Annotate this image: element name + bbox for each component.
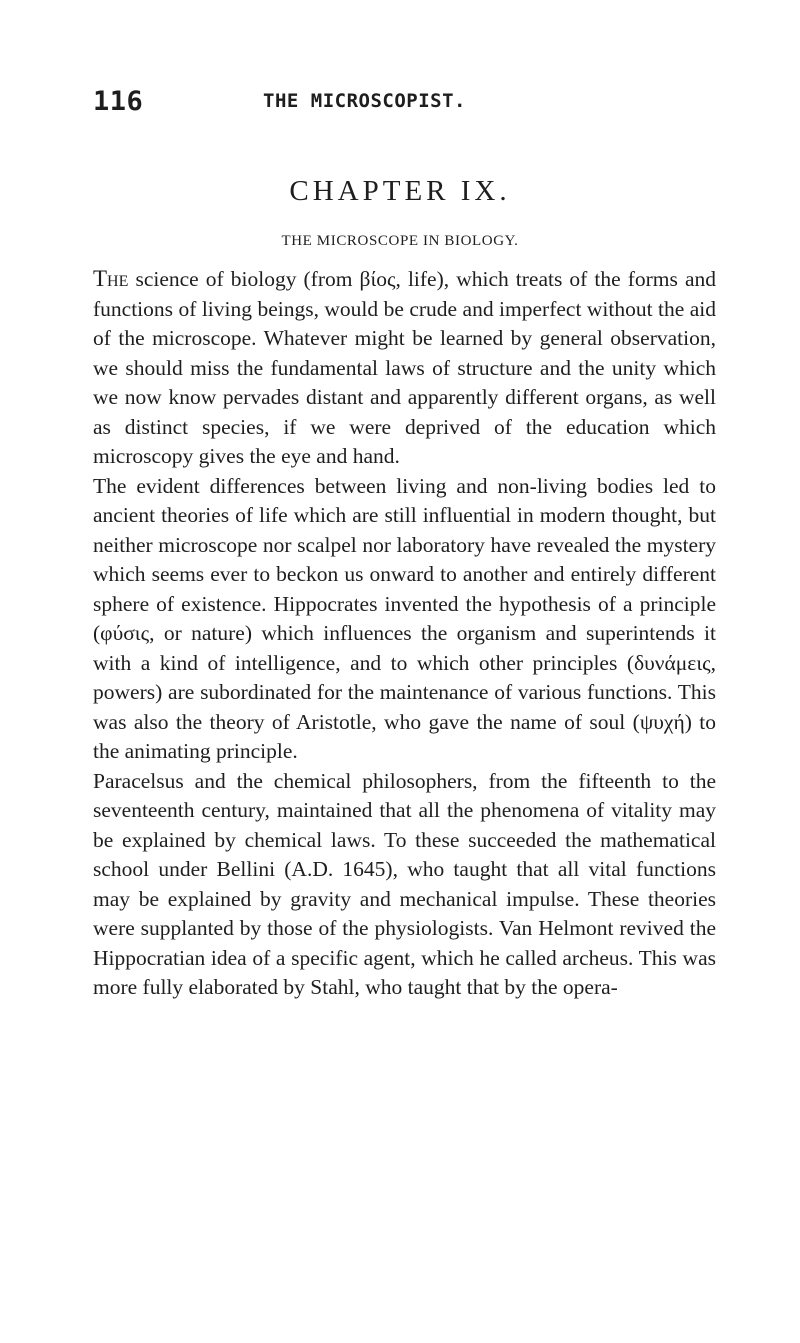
running-title: THE MICROSCOPIST. <box>263 90 466 112</box>
paragraph-text: Paracelsus and the chemical philosophers, from the fifteenth to the seventeenth century, maintained that all the phenomena of vitality may be explained by chemical laws. To these succeeded the mathematical school under Bellini (A.D. 1645), who taught that all vital functions may be explained by gravity and mechanical impulse. These theories were supplanted by those of the physiologists. Van Helmont revived the Hippocratian idea of a specific agent, which he called archeus. This was more fully elaborated by Stahl, who taught that by the opera- <box>93 768 716 999</box>
paragraph-text: The evident differences between living and non-living bodies led to ancient theories of life which are still influential in modern thought, but neither microscope nor scalpel nor laboratory have revealed the mystery which seems ever to beckon us onward to another and entirely different sphere of existence. Hippocrates invented the hypothesis of a principle (φύσις, or nature) which influences the organism and superintends it with a kind of intelligence, and to which other principles (δυνάμεις, powers) are subordinated for the maintenance of various functions. This was also the theory of Aristotle, who gave the name of soul (ψυχή) to the animating principle. <box>93 473 716 763</box>
running-head <box>93 86 707 116</box>
chapter-title: CHAPTER IX. <box>289 175 511 207</box>
page-number: 116 <box>93 86 144 117</box>
paragraph <box>93 767 716 1003</box>
paragraph-text: science of biology (from βίος, life), which treats of the forms and functions of living beings, would be crude and imperfect without the aid of the microscope. Whatever might be learned by general observation, we should miss the fundamental laws of structure and the unity which we now know pervades distant and apparently different organs, as well as distinct species, if we were deprived of the education which microscopy gives the eye and hand. <box>93 267 716 468</box>
paragraph <box>93 472 716 767</box>
paragraph-lead-word: The <box>93 266 129 291</box>
paragraph <box>93 264 716 472</box>
body-text <box>93 264 716 1003</box>
chapter-subtitle: THE MICROSCOPE IN BIOLOGY. <box>281 233 519 249</box>
